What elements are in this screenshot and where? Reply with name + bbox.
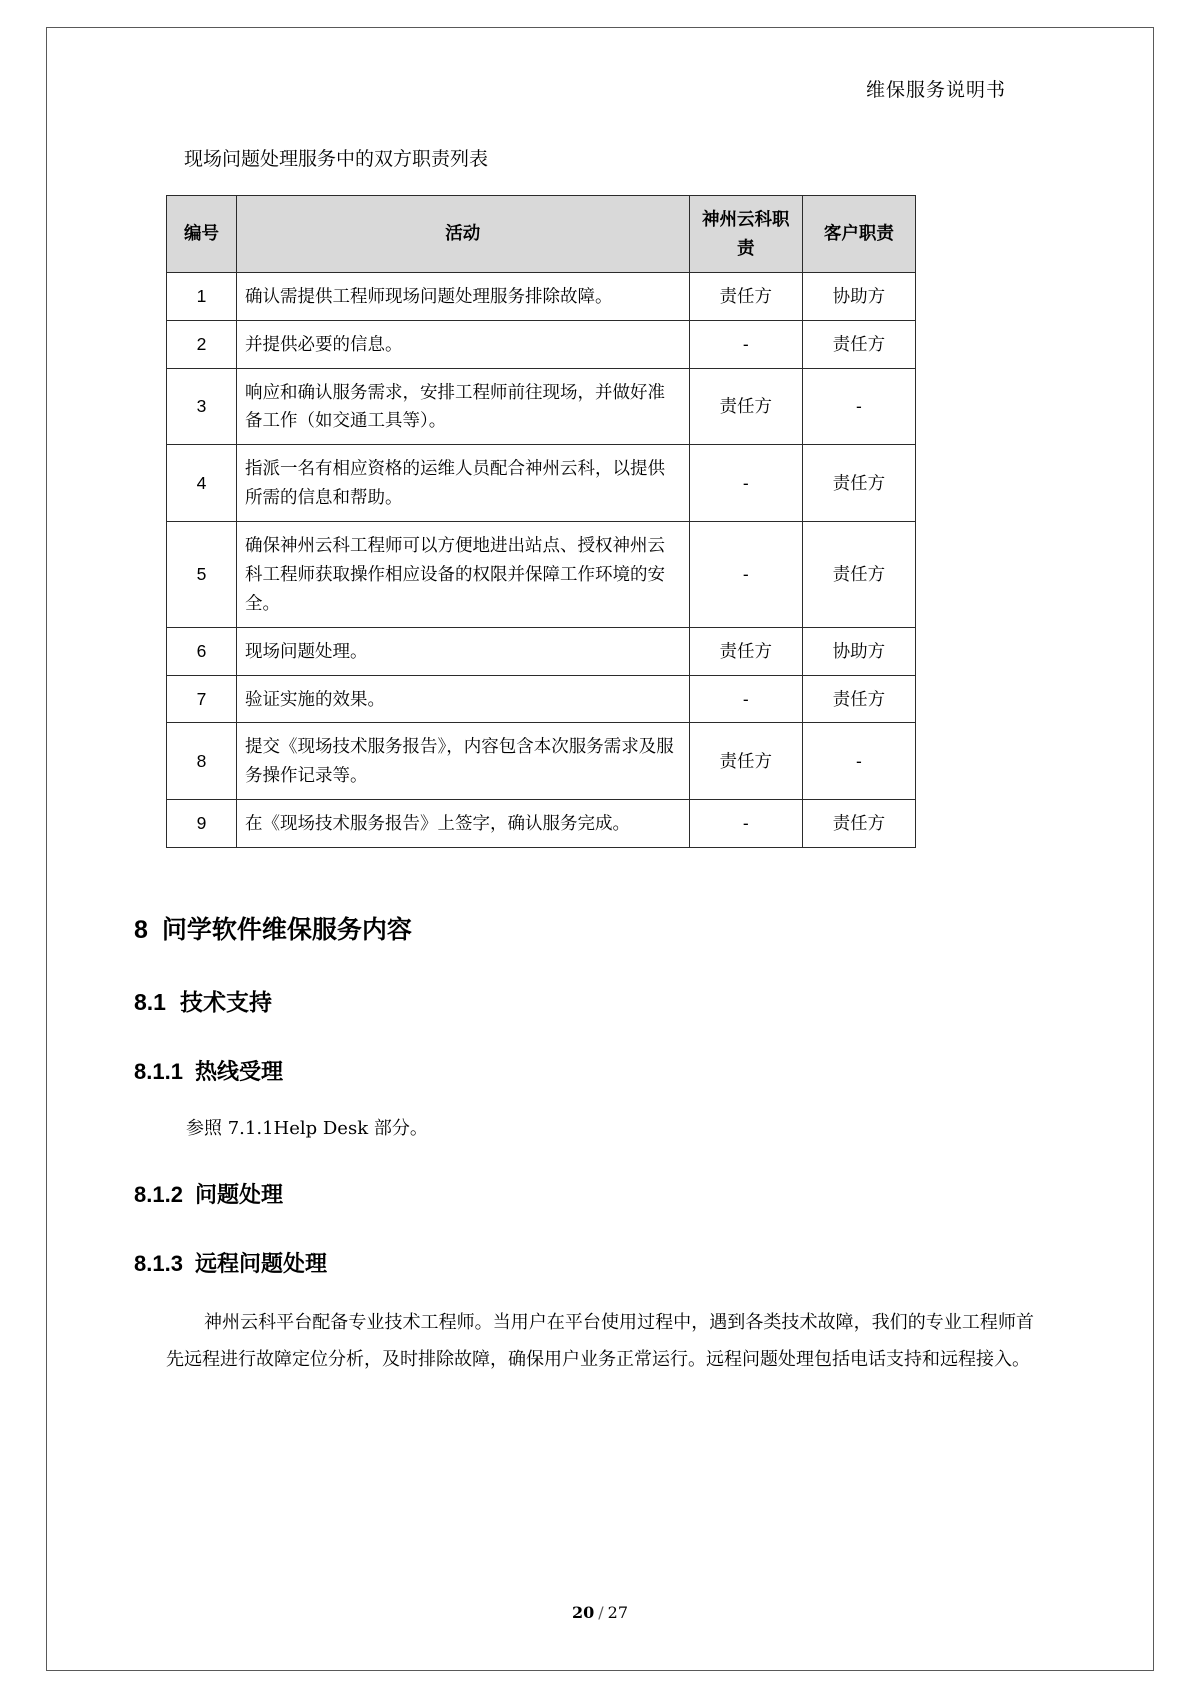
heading-section-8-1-2 [134, 1178, 1034, 1209]
cell-szyk: 责任方 [689, 272, 802, 320]
cell-activity: 在《现场技术服务报告》上签字，确认服务完成。 [236, 800, 689, 848]
table-row [167, 368, 916, 445]
cell-activity: 提交《现场技术服务报告》，内容包含本次服务需求及服务操作记录等。 [236, 723, 689, 800]
heading-section-8-1 [134, 984, 1034, 1017]
footer-separator: / [598, 1603, 604, 1622]
cell-szyk: - [689, 320, 802, 368]
cell-activity: 指派一名有相应资格的运维人员配合神州云科，以提供所需的信息和帮助。 [236, 445, 689, 522]
column-header-szyk: 神州云科职责 [689, 196, 802, 273]
heading-number: 8 [134, 916, 148, 944]
cell-activity: 确保神州云科工程师可以方便地进出站点、授权神州云科工程师获取操作相应设备的权限并保障工作环境的安全。 [236, 522, 689, 628]
cell-customer: 责任方 [802, 320, 915, 368]
heading-text: 远程问题处理 [194, 1251, 327, 1276]
table-row [167, 675, 916, 723]
cell-szyk: - [689, 522, 802, 628]
cell-szyk: 责任方 [689, 723, 802, 800]
cell-szyk: 责任方 [689, 627, 802, 675]
table-row [167, 800, 916, 848]
cell-no: 9 [167, 800, 237, 848]
cell-szyk: - [689, 445, 802, 522]
table-row [167, 272, 916, 320]
cell-customer: 责任方 [802, 800, 915, 848]
heading-section-8 [134, 910, 1034, 946]
heading-section-8-1-3 [134, 1247, 1034, 1278]
cell-no: 4 [167, 445, 237, 522]
cell-activity: 响应和确认服务需求，安排工程师前往现场，并做好准备工作（如交通工具等）。 [236, 368, 689, 445]
cell-no: 6 [167, 627, 237, 675]
paragraph-8-1-3: 神州云科平台配备专业技术工程师。当用户在平台使用过程中，遇到各类技术故障，我们的专业工程师首先远程进行故障定位分析，及时排除故障，确保用户业务正常运行。远程问题处理包括电话支持和远程接入。 [166, 1312, 1034, 1369]
table-header-row [167, 196, 916, 273]
heading-text: 问题处理 [194, 1182, 283, 1207]
column-header-activity: 活动 [236, 196, 689, 273]
cell-szyk: - [689, 800, 802, 848]
footer-total-pages: 27 [607, 1603, 628, 1622]
cell-customer: 责任方 [802, 675, 915, 723]
paragraph-8-1-1: 参照 7.1.1Help Desk 部分。 [186, 1118, 428, 1139]
cell-customer: 协助方 [802, 272, 915, 320]
column-header-no: 编号 [167, 196, 237, 273]
cell-activity: 验证实施的效果。 [236, 675, 689, 723]
table-caption: 现场问题处理服务中的双方职责列表 [184, 149, 489, 170]
table-row [167, 320, 916, 368]
cell-customer: 协助方 [802, 627, 915, 675]
cell-szyk: 责任方 [689, 368, 802, 445]
cell-no: 5 [167, 522, 237, 628]
cell-activity: 确认需提供工程师现场问题处理服务排除故障。 [236, 272, 689, 320]
heading-number: 8.1 [134, 989, 166, 1015]
heading-section-8-1-1 [134, 1055, 1034, 1086]
responsibility-table [166, 195, 916, 848]
cell-customer: 责任方 [802, 522, 915, 628]
page-header: 维保服务说明书 [865, 79, 1006, 101]
cell-customer: - [802, 368, 915, 445]
heading-text: 热线受理 [194, 1059, 283, 1084]
cell-customer: 责任方 [802, 445, 915, 522]
cell-activity: 并提供必要的信息。 [236, 320, 689, 368]
cell-customer: - [802, 723, 915, 800]
table-row [167, 627, 916, 675]
heading-text: 问学软件维保服务内容 [161, 916, 412, 944]
cell-no: 3 [167, 368, 237, 445]
footer-current-page: 20 [571, 1603, 595, 1622]
page-footer [0, 1603, 1200, 1622]
cell-activity: 现场问题处理。 [236, 627, 689, 675]
column-header-customer: 客户职责 [802, 196, 915, 273]
heading-number: 8.1.2 [134, 1182, 183, 1207]
heading-number: 8.1.1 [134, 1059, 183, 1084]
heading-text: 技术支持 [179, 989, 272, 1015]
table-row [167, 723, 916, 800]
cell-szyk: - [689, 675, 802, 723]
cell-no: 1 [167, 272, 237, 320]
cell-no: 7 [167, 675, 237, 723]
cell-no: 8 [167, 723, 237, 800]
cell-no: 2 [167, 320, 237, 368]
heading-number: 8.1.3 [134, 1251, 183, 1276]
page-content [46, 27, 1154, 1671]
table-row [167, 445, 916, 522]
table-row [167, 522, 916, 628]
